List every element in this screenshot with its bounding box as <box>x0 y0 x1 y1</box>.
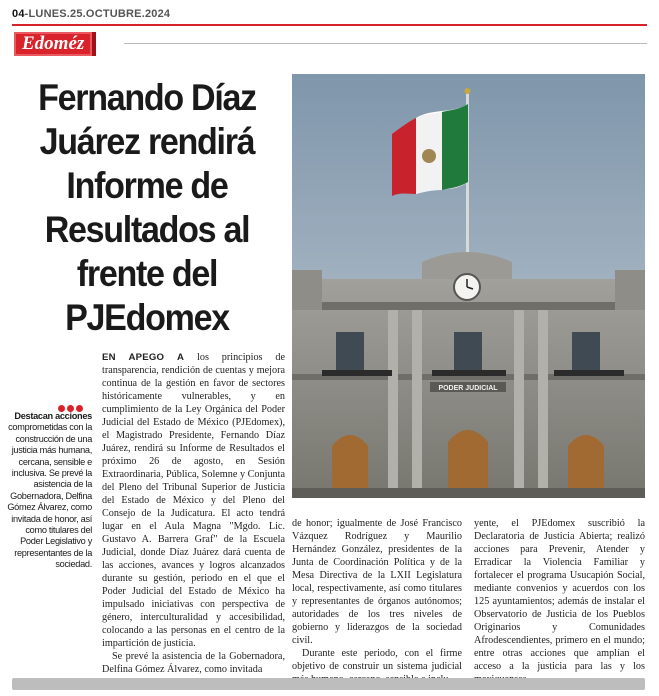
photo-illustration <box>292 74 645 498</box>
sidebar-highlight-text: comprometidas con la construcción de una justicia más humana, cercana, sensible e inclusiva. Se prevé la asistencia de la Gobernadora, Delfina Gómez Álvarez, como invitada de honor, así como titulares del Poder Legislativo y representantes de la sociedad. <box>7 422 92 570</box>
paragraph-2: Se prevé la asistencia de la Gobernadora, Delfina Gómez Álvarez, como invitada <box>102 651 285 675</box>
footer-bar <box>12 678 645 690</box>
page-header <box>12 8 170 20</box>
article-column-2 <box>292 517 462 686</box>
paragraph-4: Durante este periodo, con el firme objetivo de construir un sistema judicial <box>292 648 462 672</box>
article-column-1 <box>102 351 285 676</box>
page-number: 04 <box>12 8 25 20</box>
lead-in: EN APEGO A <box>102 352 185 363</box>
paragraph-3: de honor; igualmente de José Francisco Vázquez Rodríguez y Maurilio Hernández González, presidentes de la Junta de Coordinación Política y de la Mesa Directiva de la LXII Legislatura local, respectivamente, así como titulares y representantes de órganos autónomos; autoridades de los tres niveles de gobierno y liderazgos de la sociedad civil. <box>292 518 462 646</box>
section-label: Edoméz <box>14 32 96 56</box>
top-rule <box>12 24 647 26</box>
article-column-3 <box>474 517 645 686</box>
paragraph-5: yente, el PJEdomex suscribió la Declaratoria de Justicia Abierta; realizó acciones para Prevenir, Atender y Erradicar la Violencia Familiar y fortalecer el programa Usucapión Social, mediante convenios y acuerdos con los 125 ayuntamientos; además de instalar el Observatorio de Justicia de los Pueblos Originarios y Comunidades Afrodescendientes, primero en el mundo; entre otras acciones que amplían el acceso a la justicia para las y los <box>474 518 645 672</box>
building-sign: PODER JUDICIAL <box>438 385 498 392</box>
sidebar-highlight-title: Destacan acciones <box>14 411 92 421</box>
issue-date: -LUNES.25.OCTUBRE.2024 <box>24 8 171 20</box>
paragraph-1: los principios de transparencia, rendición de cuentas y mejora continua de la gestión en favor de sectores históricamente vulnerables, y en cumplimiento de la Ley Orgánica del Poder Judicial del Estado de México (PJEdomex), el Magistrado Presidente, Fernando Díaz Juárez, rendirá su Informe de Resultados el próximo 26 de agosto, en Sesión Extraordinaria, Pública, Solemne y Conjunta del Pleno del Tribunal Superior de Justicia del Estado de México y del Pleno del Consejo de la Judicatura. El acto tendrá lugar en el Aula Magna "Mgdo. Lic. Gustavo A. Barrera Graf" de la Escuela Judicial, donde Díaz Juárez dará cuenta de las acciones, avances y logros alcanzados durante su gestión, periodo en el que el Poder Judicial del Estado de México ha impulsado iniciativas con perspectiva de género, interculturalidad y accesibilidad, colocando a las personas en el centro de la impartición de justicia. <box>102 352 285 649</box>
section-rule <box>124 43 647 44</box>
building-flag-photo <box>292 74 645 498</box>
sidebar-highlight <box>6 411 92 571</box>
article-headline: Fernando Díaz Juárez rendirá Informe de Resultados al frente del PJEdomex <box>38 77 256 338</box>
